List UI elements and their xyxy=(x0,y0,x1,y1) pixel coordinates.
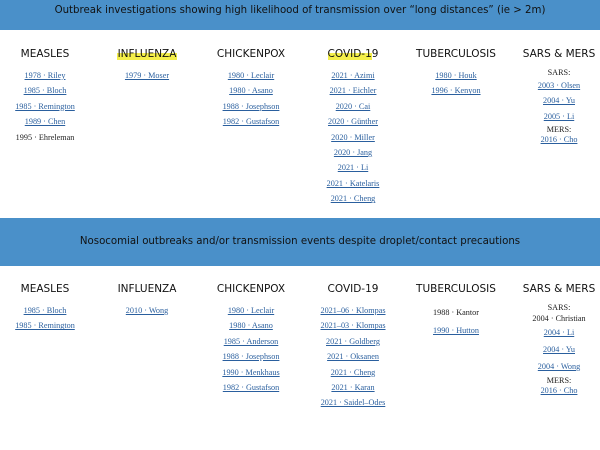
citation-link[interactable]: 2021 · Eichler xyxy=(329,86,377,96)
citation-link[interactable]: 1990 · Menkhaus xyxy=(222,367,280,377)
covid-column xyxy=(308,283,398,411)
chickenpox-column xyxy=(212,48,290,130)
citation-link[interactable]: 2020 · Miller xyxy=(331,132,375,142)
citation-link[interactable]: 2021 · Azimi xyxy=(331,71,375,80)
citation-link[interactable]: 2004 · Wong xyxy=(537,362,581,371)
citation-link[interactable]: 1985 · Remington xyxy=(15,321,75,331)
citation-link[interactable]: 1996 · Kenyon xyxy=(431,86,481,96)
covid-column xyxy=(316,48,390,207)
citation-link[interactable]: 2021 · Saidel–Odes xyxy=(320,398,386,408)
citation-link[interactable]: 2005 · Li xyxy=(543,111,575,121)
sars-mers-column xyxy=(520,283,598,396)
column-title xyxy=(316,48,390,61)
citation-link[interactable]: 2020 · Jang xyxy=(333,148,373,158)
citation-link[interactable]: 1980 · Asano xyxy=(229,86,273,96)
citation-text: 1988 · Kantor xyxy=(433,308,479,317)
citation-link[interactable]: 1982 · Gustafson xyxy=(222,117,280,127)
column-title: CHICKENPOX xyxy=(216,48,286,60)
citation-link[interactable]: 2021 · Cheng xyxy=(330,194,376,204)
chickenpox-column xyxy=(212,283,290,395)
column-title: TUBERCULOSIS xyxy=(416,283,496,295)
tuberculosis-column xyxy=(414,283,498,339)
citation-link[interactable]: 2021–03 · Klompas xyxy=(320,321,386,331)
citation-link[interactable]: 2020 · Cai xyxy=(335,101,371,111)
citation-link[interactable]: 1988 · Josephson xyxy=(222,101,280,111)
subgroup-label: MERS: xyxy=(546,125,572,135)
citation-link[interactable]: 1980 · Houk xyxy=(435,71,477,80)
influenza-column xyxy=(110,283,184,318)
highlighted-title: INFLUENZA xyxy=(117,48,177,60)
citation-text: 1995 · Ehreleman xyxy=(15,132,75,142)
highlighted-title: COVID-1 xyxy=(327,48,372,60)
top-banner: Outbreak investigations showing high likelihood of transmission over “long distances” (ie > 2m) xyxy=(0,0,600,30)
citation-link[interactable]: 2021 · Oksanen xyxy=(327,352,379,362)
citation-link[interactable]: 1980 · Leclair xyxy=(227,71,275,80)
citation-text: 2004 · Christian xyxy=(532,314,586,323)
citation-link[interactable]: 2010 · Wong xyxy=(125,306,169,315)
citation-link[interactable]: 2021 · Cheng xyxy=(330,367,376,377)
citation-link[interactable]: 2016 · Cho xyxy=(540,386,578,395)
citation-link[interactable]: 2021 · Katelaris xyxy=(326,178,380,188)
citation-link[interactable]: 2016 · Cho xyxy=(540,135,578,145)
citation-link[interactable]: 1990 · Hutton xyxy=(433,326,479,335)
citation-link[interactable]: 2021 · Karan xyxy=(331,383,375,393)
column-title: COVID-19 xyxy=(327,283,379,295)
citation-link[interactable]: 2004 · Li xyxy=(543,328,575,337)
citation-link[interactable]: 1985 · Remington xyxy=(15,101,75,111)
citation-link[interactable]: 1978 · Riley xyxy=(24,71,66,80)
column-title: SARS & MERS xyxy=(522,283,596,295)
column-title: SARS & MERS xyxy=(522,48,596,60)
column-title: CHICKENPOX xyxy=(216,283,286,295)
citation-link[interactable]: 1985 · Bloch xyxy=(23,306,67,315)
citation-link[interactable]: 2021 · Li xyxy=(337,163,369,173)
sars-mers-column xyxy=(520,48,598,145)
citation-link[interactable]: 1989 · Chen xyxy=(24,117,66,127)
measles-column xyxy=(10,48,80,145)
column-title: MEASLES xyxy=(20,283,70,295)
column-title: INFLUENZA xyxy=(117,283,177,295)
citation-link[interactable]: 1982 · Gustafson xyxy=(222,383,280,393)
citation-link[interactable]: 1985 · Bloch xyxy=(23,86,67,96)
citation-link[interactable]: 1988 · Josephson xyxy=(222,352,280,362)
column-title: MEASLES xyxy=(20,48,70,60)
citation-link[interactable]: 2021–06 · Klompas xyxy=(320,306,386,315)
citation-link[interactable]: 2003 · Olsen xyxy=(537,81,581,90)
subgroup-label: SARS: xyxy=(547,68,571,77)
citation-link[interactable]: 2004 · Yu xyxy=(543,96,575,106)
title-suffix: 9 xyxy=(371,48,379,60)
subgroup-label: MERS: xyxy=(546,376,572,385)
tuberculosis-column xyxy=(414,48,498,99)
subgroup-label: SARS: xyxy=(547,303,571,312)
measles-column xyxy=(10,283,80,334)
citation-link[interactable]: 2021 · Goldberg xyxy=(326,336,380,346)
citation-link[interactable]: 2020 · Günther xyxy=(327,117,379,127)
citation-link[interactable]: 1979 · Moser xyxy=(124,71,170,80)
citation-link[interactable]: 2004 · Yu xyxy=(543,345,575,354)
middle-banner: Nosocomial outbreaks and/or transmission events despite droplet/contact precautions xyxy=(0,218,600,266)
citation-link[interactable]: 1985 · Anderson xyxy=(223,336,279,346)
column-title xyxy=(110,48,184,61)
citation-link[interactable]: 1980 · Leclair xyxy=(227,306,275,315)
influenza-column xyxy=(110,48,184,83)
column-title: TUBERCULOSIS xyxy=(416,48,496,60)
citation-link[interactable]: 1980 · Asano xyxy=(229,321,273,331)
